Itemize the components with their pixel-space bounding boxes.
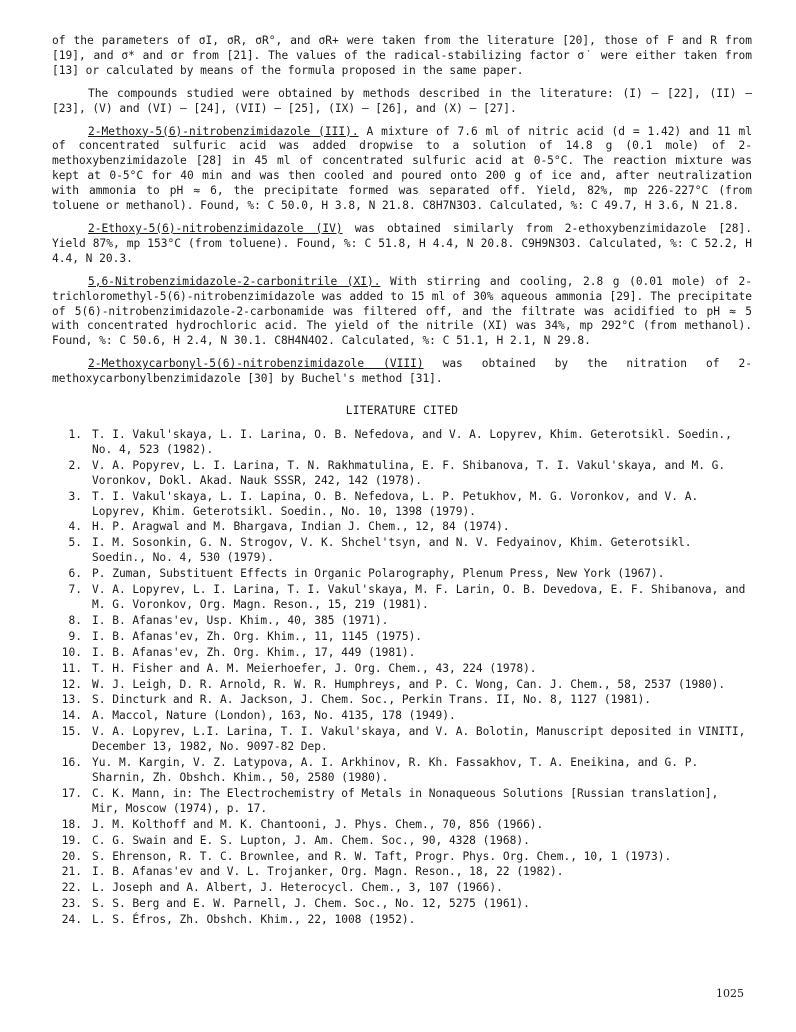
reference-text: L. S. Éfros, Zh. Obshch. Khim., 22, 1008 (1952). [92, 913, 416, 927]
reference-number: 2. [68, 458, 82, 472]
reference-number: 5. [68, 536, 82, 550]
reference-item [52, 536, 752, 566]
reference-text: A. Maccol, Nature (London), 163, No. 4135, 178 (1949). [92, 709, 456, 723]
reference-text: S. Ehrenson, R. T. C. Brownlee, and R. W. Taft, Progr. Phys. Org. Chem., 10, 1 (1973). [92, 849, 672, 863]
reference-number: 9. [68, 629, 82, 643]
reference-item [52, 834, 752, 849]
reference-item [52, 756, 752, 786]
reference-item [52, 662, 752, 677]
reference-number: 24. [61, 913, 82, 927]
reference-text: I. B. Afanas'ev and V. L. Trojanker, Org. Magn. Reson., 18, 22 (1982). [92, 865, 564, 879]
compound-iii-paragraph [52, 125, 752, 214]
reference-number: 16. [61, 756, 82, 770]
reference-item [52, 428, 752, 458]
compound-xi-paragraph [52, 275, 752, 350]
reference-text: I. B. Afanas'ev, Zh. Org. Khim., 11, 1145 (1975). [92, 629, 423, 643]
reference-number: 18. [61, 817, 82, 831]
reference-text: Yu. M. Kargin, V. Z. Latypova, A. I. Arkhinov, R. Kh. Fassakhov, T. A. Eneikina, and G. P. Sharnin, Zh. Obshch. Khim., 50, 2580 (1980). [92, 756, 699, 784]
reference-text: S. Dincturk and R. A. Jackson, J. Chem. Soc., Perkin Trans. II, No. 8, 1127 (1981). [92, 693, 652, 707]
reference-text: V. A. Lopyrev, L.I. Larina, T. I. Vakul'skaya, and V. A. Bolotin, Manuscript deposited in VINITI, December 13, 1982, No. 9097-82 Dep. [92, 725, 746, 754]
reference-number: 21. [61, 865, 82, 879]
reference-number: 19. [61, 833, 82, 847]
reference-item [52, 865, 752, 880]
reference-text: P. Zuman, Substituent Effects in Organic Polarography, Plenum Press, New York (1967). [92, 567, 665, 581]
literature-cited-heading: LITERATURE CITED [345, 404, 459, 418]
reference-number: 17. [61, 786, 82, 800]
compound-viii-title: 2-Methoxycarbonyl-5(6)-nitrobenzimidazole (VIII) [88, 357, 424, 371]
compound-iii-body: A mixture of 7.6 ml of nitric acid (d = 1.42) and 11 ml of concentrated sulfuric acid was added dropwise to a solution of 14.8 g (0.1 mole) of 2-methoxybenzimidazole [28] in 45 ml of concentrated sulfuric acid at 0-5°C. The reaction mixture was kept at 0-5°C for 40 min and was then cooled and poured onto 200 g of ice and, after neutralization with ammonia to pH ≈ 6, the precipitate formed was separated off. Yield, 82%, mp 226-227°C (from toluene or methanol). Found, %: C 50.0, H 3.8, N 21.8. C8H7N3O3. Calculated, %: C 49.7, H 3.6, N 21.8. [52, 124, 752, 213]
reference-item [52, 881, 752, 896]
reference-text: T. I. Vakul'skaya, L. I. Larina, O. B. Nefedova, and V. A. Lopyrev, Khim. Geterotsikl. Soedin., No. 4, 523 (1982). [92, 428, 732, 456]
reference-item [52, 614, 752, 629]
compound-iii-title: 2-Methoxy-5(6)-nitrobenzimidazole (III). [88, 124, 359, 138]
reference-text: T. I. Vakul'skaya, L. I. Lapina, O. B. Nefedova, L. P. Petukhov, M. G. Voronkov, and V. A. Lopyrev, Khim. Geterotsikl. Soedin., No. 10, 1398 (1979). [92, 489, 699, 518]
reference-text: V. A. Lopyrev, L. I. Larina, T. I. Vakul'skaya, M. F. Larin, O. B. Devedova, E. F. Shibanova, and M. G. Voronkov, Org. Magn. Reson., 15, 219 (1981). [92, 583, 746, 611]
compound-xi-title: 5,6-Nitrobenzimidazole-2-carbonitrile (XI). [88, 274, 381, 288]
reference-number: 1. [68, 428, 82, 442]
reference-item [52, 897, 752, 912]
reference-item [52, 630, 752, 645]
reference-number: 10. [61, 645, 82, 659]
reference-item [52, 520, 752, 535]
reference-number: 15. [61, 725, 82, 739]
reference-number: 14. [61, 709, 82, 723]
reference-item [52, 850, 752, 865]
reference-item [52, 709, 752, 724]
reference-number: 7. [68, 583, 82, 597]
reference-text: I. M. Sosonkin, G. N. Strogov, V. K. Shchel'tsyn, and N. V. Fedyainov, Khim. Geterotsikl. Soedin., No. 4, 530 (1979). [92, 536, 692, 565]
page-number: 1025 [716, 987, 744, 1000]
reference-number: 22. [61, 881, 82, 895]
reference-item [52, 678, 752, 693]
compound-iv-title: 2-Ethoxy-5(6)-nitrobenzimidazole (IV) [88, 221, 343, 235]
reference-text: V. A. Popyrev, L. I. Larina, T. N. Rakhmatulina, E. F. Shibanova, T. I. Vakul'skaya, and M. G. Voronkov, Dokl. Akad. Nauk SSSR, 242, 142 (1978). [92, 458, 726, 487]
reference-text: W. J. Leigh, D. R. Arnold, R. W. R. Humphreys, and P. C. Wong, Can. J. Chem., 58, 2537 (1980). [92, 677, 726, 691]
reference-text: C. K. Mann, in: The Electrochemistry of Metals in Nonaqueous Solutions [Russian translation], Mir, Moscow (1974), p. 17. [92, 786, 719, 815]
reference-list [52, 428, 752, 928]
compound-viii-body: was obtained by the nitration of 2-methoxycarbonylbenzimidazole [30] by Buchel's method [31]. [52, 357, 752, 386]
compound-iv-body: was obtained similarly from 2-ethoxybenzimidazole [28]. Yield 87%, mp 153°C (from toluene). Found, %: C 51.8, H 4.4, N 20.8. C9H9N3O3. Calculated, %: C 52.2, H 4.4, N 20.3. [52, 221, 753, 265]
reference-item [52, 818, 752, 833]
reference-number: 11. [61, 661, 82, 675]
reference-item [52, 913, 752, 928]
reference-text: H. P. Aragwal and M. Bhargava, Indian J. Chem., 12, 84 (1974). [92, 520, 510, 534]
methods-paragraph: The compounds studied were obtained by methods described in the literature: (I) — [22], (II) — [23], (V) and (VI) — [24], (VII) — [25], (IX) — [26], and (X) — [27]. [52, 86, 752, 115]
reference-item [52, 490, 752, 520]
reference-item [52, 567, 752, 582]
compound-iv-paragraph [52, 222, 752, 267]
reference-item [52, 725, 752, 755]
reference-item [52, 646, 752, 661]
compound-viii-paragraph [52, 357, 752, 387]
reference-item [52, 693, 752, 708]
reference-text: J. M. Kolthoff and M. K. Chantooni, J. Phys. Chem., 70, 856 (1966). [92, 817, 544, 831]
reference-number: 12. [61, 677, 82, 691]
reference-number: 20. [61, 849, 82, 863]
reference-item [52, 459, 752, 489]
reference-number: 3. [68, 489, 82, 503]
reference-text: C. G. Swain and E. S. Lupton, J. Am. Chem. Soc., 90, 4328 (1968). [92, 833, 530, 847]
reference-number: 23. [61, 897, 82, 911]
reference-item [52, 583, 752, 613]
compound-xi-body: With stirring and cooling, 2.8 g (0.01 mole) of 2-trichloromethyl-5(6)-nitrobenzimidazole was added to 15 ml of 30% aqueous ammonia [29]. The precipitate of 5(6)-nitrobenzimidazole-2-carbonamide was filtered off, and the filtrate was acidified to pH ≈ 5 with concentrated hydrochloric acid. The yield of the nitrile (XI) was 34%, mp 292°C (from methanol). Found, %: C 50.6, H 2.4, N 30.1. C8H4N4O2. Calculated, %: C 51.1, H 2.1, N 29.8. [52, 274, 752, 348]
reference-number: 6. [68, 567, 82, 581]
reference-text: L. Joseph and A. Albert, J. Heterocycl. Chem., 3, 107 (1966). [92, 881, 503, 895]
intro-paragraph: of the parameters of σI, σR, σR°, and σR+ were taken from the literature [20], those of F and R from [19], and σ* and σr from [21]. The values of the radical-stabilizing factor σ˙ were either taken from [13] or calculated by means of the formula proposed in the same paper. [52, 34, 752, 77]
reference-number: 13. [61, 693, 82, 707]
paper-page [52, 34, 752, 929]
reference-text: T. H. Fisher and A. M. Meierhoefer, J. Org. Chem., 43, 224 (1978). [92, 661, 537, 675]
reference-number: 8. [68, 613, 82, 627]
reference-item [52, 787, 752, 817]
reference-text: S. S. Berg and E. W. Parnell, J. Chem. Soc., No. 12, 5275 (1961). [92, 897, 530, 911]
reference-text: I. B. Afanas'ev, Usp. Khim., 40, 385 (1971). [92, 613, 389, 627]
reference-number: 4. [68, 520, 82, 534]
reference-text: I. B. Afanas'ev, Zh. Org. Khim., 17, 449 (1981). [92, 645, 416, 659]
